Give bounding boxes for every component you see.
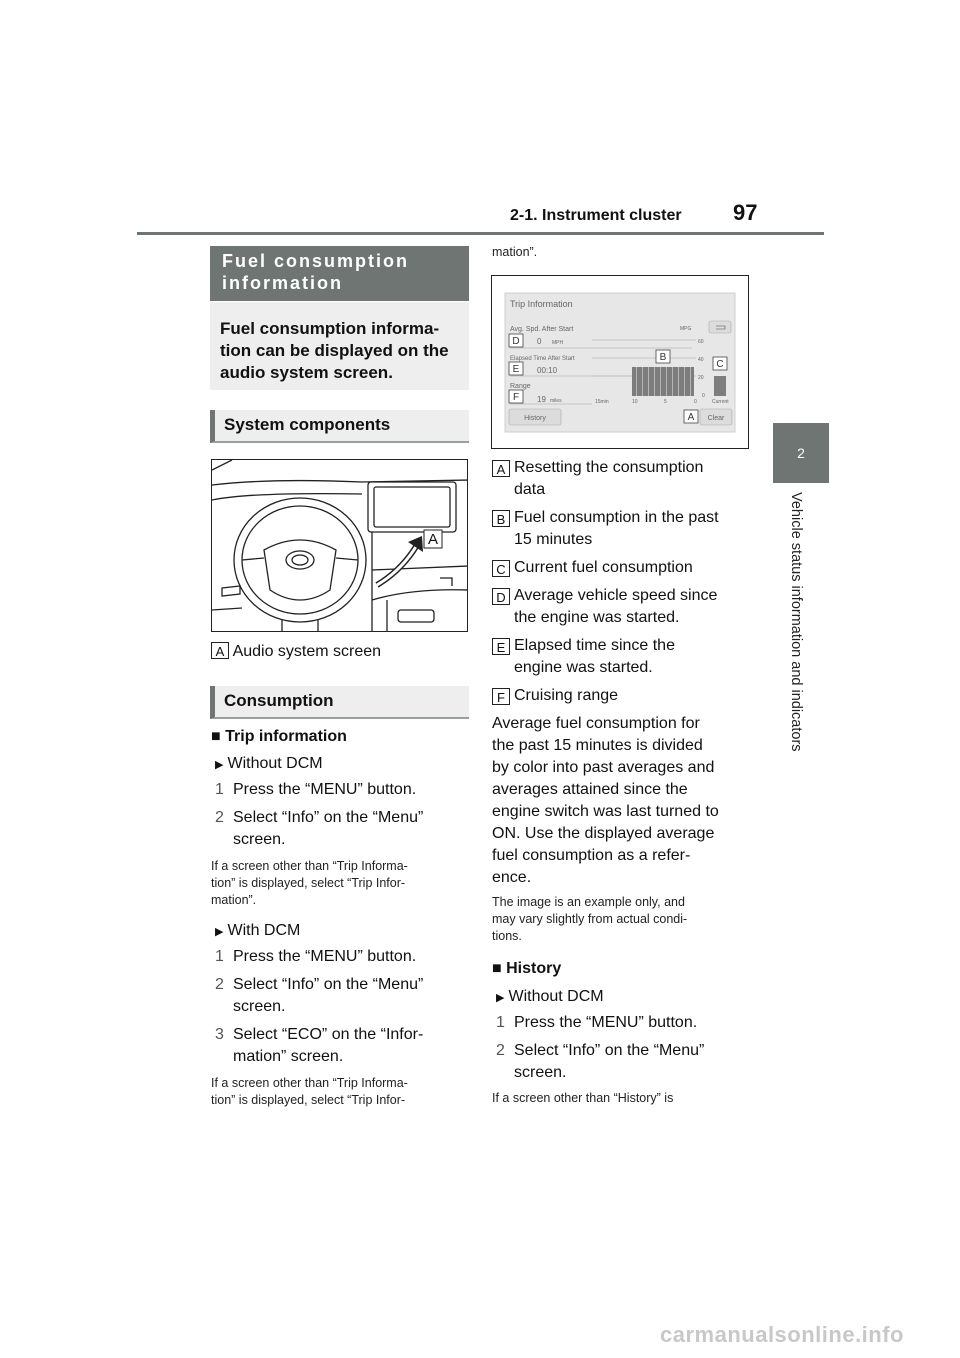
paragraph-line: averages attained since the	[492, 781, 688, 798]
legend-key: E	[492, 638, 510, 655]
legend-text: Fuel consumption in the past	[514, 509, 719, 526]
screen-callout-b: B	[659, 352, 667, 363]
page-number: 97	[733, 200, 758, 225]
screen-callout-f: F	[512, 392, 520, 403]
range-unit: miles	[550, 398, 562, 404]
y-tick-40: 40	[698, 357, 704, 363]
unit-label: MPG	[680, 326, 692, 332]
trip-info-heading-text: Trip information	[225, 728, 347, 745]
triangle-bullet-icon: ▶	[215, 926, 224, 938]
dcm-note	[211, 1075, 471, 1109]
figure-caption	[211, 641, 381, 663]
legend-text: Average vehicle speed since	[514, 587, 718, 604]
summary-line3: audio system screen.	[220, 363, 393, 382]
figure-callout-a: A	[427, 531, 439, 548]
clear-button-label: Clear	[707, 415, 725, 422]
step-text-cont: screen.	[233, 831, 286, 848]
step-text-cont: screen.	[514, 1064, 567, 1081]
note-line: tion” is displayed, select “Trip Infor-	[211, 1093, 406, 1107]
legend-text-cont: data	[514, 481, 546, 498]
dashboard-illustration	[211, 459, 468, 632]
y-tick-0: 0	[702, 393, 705, 399]
x-tick-5: 5	[664, 399, 667, 405]
step-number: 2	[215, 809, 224, 826]
back-button[interactable]	[709, 321, 731, 333]
square-bullet-icon: ■	[492, 960, 502, 977]
note-line: The image is an example only, and	[492, 895, 685, 909]
step-number: 2	[215, 976, 224, 993]
screen-callout-a: A	[687, 412, 695, 423]
trip-info-heading	[211, 726, 347, 748]
screen-callout-c: C	[716, 359, 724, 370]
history-heading-text: History	[506, 960, 562, 977]
legend-key: D	[492, 588, 510, 605]
triangle-bullet-icon: ▶	[215, 759, 224, 771]
range-value: 19	[537, 395, 546, 404]
paragraph-line: Average fuel consumption for	[492, 715, 700, 732]
paragraph-line: ence.	[492, 869, 532, 886]
note-continuation: mation”.	[492, 245, 538, 259]
step-text: Select “Info” on the “Menu”	[514, 1042, 705, 1059]
triangle-bullet-icon: ▶	[496, 992, 505, 1004]
step-number: 1	[215, 781, 224, 798]
with-dcm-label	[215, 920, 300, 943]
paragraph-line: by color into past averages and	[492, 759, 715, 776]
legend-key: B	[492, 510, 510, 527]
step-text: Press the “MENU” button.	[233, 948, 417, 965]
trip-step-1	[215, 779, 416, 801]
legend-text: Resetting the consumption	[514, 459, 704, 476]
note-line: If a screen other than “Trip Informa-	[211, 859, 408, 873]
step-text: Press the “MENU” button.	[514, 1014, 698, 1031]
step-text: Select “Info” on the “Menu”	[233, 809, 424, 826]
step-text-cont: screen.	[233, 998, 286, 1015]
avg-value: 0	[537, 337, 542, 346]
chapter-tab: 2	[773, 423, 829, 483]
avg-label: Avg. Spd. After Start	[510, 326, 574, 333]
dcm-step-3	[215, 1024, 423, 1068]
screen-title: Trip Information	[510, 299, 573, 309]
explanation-paragraph	[492, 713, 752, 889]
note-line: tions.	[492, 929, 522, 943]
dashboard-drawing	[212, 460, 468, 632]
x-tick-0: 0	[694, 399, 697, 405]
elapsed-value: 00:10	[537, 366, 558, 375]
elapsed-label: Elapsed Time After Start	[510, 356, 575, 362]
without-dcm-text: Without DCM	[227, 755, 323, 772]
chapter-title: Vehicle status information and indicators	[788, 492, 804, 752]
x-tick-15min: 15min	[595, 399, 609, 405]
dcm-step-1	[215, 946, 416, 968]
range-label: Range	[510, 383, 531, 390]
trip-note-1	[211, 858, 471, 909]
avg-unit: MPH	[552, 340, 564, 346]
x-tick-current: Current	[712, 399, 729, 405]
history-note: If a screen other than “History” is	[492, 1091, 674, 1105]
summary-line2: tion can be displayed on the	[220, 341, 449, 360]
summary-line1: Fuel consumption informa-	[220, 319, 440, 338]
section-title: 2-1. Instrument cluster	[510, 207, 682, 224]
y-tick-20: 20	[698, 375, 704, 381]
legend-text: Cruising range	[514, 687, 619, 704]
legend-text: Elapsed time since the	[514, 637, 675, 654]
screen-callout-d: D	[512, 336, 520, 347]
trip-step-2	[215, 807, 423, 851]
trip-info-screen	[492, 276, 749, 449]
legend-text-cont: 15 minutes	[514, 531, 593, 548]
legend-key: F	[492, 688, 510, 705]
step-number: 1	[215, 948, 224, 965]
dcm-step-2	[215, 974, 423, 1018]
header-rule	[137, 232, 824, 235]
system-components-heading: System components	[210, 410, 469, 443]
step-number: 1	[496, 1014, 505, 1031]
note-line: If a screen other than “Trip Informa-	[211, 1076, 408, 1090]
paragraph-line: the past 15 minutes is divided	[492, 737, 703, 754]
y-tick-60: 60	[698, 339, 704, 345]
step-text-cont: mation” screen.	[233, 1048, 344, 1065]
trip-info-screen-figure	[491, 275, 749, 449]
history-step-2	[496, 1040, 704, 1084]
history-step-1	[496, 1012, 697, 1034]
step-text: Select “ECO” on the “Infor-	[233, 1026, 424, 1043]
history-heading	[492, 958, 561, 980]
screen-callout-e: E	[512, 364, 520, 375]
note-line: may vary slightly from actual condi-	[492, 912, 688, 926]
legend-text: Current fuel consumption	[514, 559, 693, 576]
legend-text-cont: the engine was started.	[514, 609, 680, 626]
step-number: 3	[215, 1026, 224, 1043]
history-without-dcm-label	[496, 986, 604, 1009]
with-dcm-text: With DCM	[227, 922, 301, 939]
consumption-heading: Consumption	[210, 686, 469, 719]
legend-key: C	[492, 560, 510, 577]
topic-summary	[210, 302, 469, 390]
without-dcm-text: Without DCM	[508, 988, 604, 1005]
step-text: Press the “MENU” button.	[233, 781, 417, 798]
step-text: Select “Info” on the “Menu”	[233, 976, 424, 993]
square-bullet-icon: ■	[211, 728, 221, 745]
note-line: tion” is displayed, select “Trip Infor-	[211, 876, 406, 890]
topic-title-line2: information	[222, 273, 343, 293]
without-dcm-label	[215, 753, 323, 776]
caption-text: Audio system screen	[232, 643, 382, 660]
legend-key: A	[492, 460, 510, 477]
caption-callout-a: A	[211, 642, 229, 659]
paragraph-line: fuel consumption as a refer-	[492, 847, 691, 864]
legend-text-cont: engine was started.	[514, 659, 653, 676]
paragraph-line: engine switch was last turned to	[492, 803, 719, 820]
x-tick-10: 10	[632, 399, 638, 405]
image-note	[492, 894, 752, 945]
chapter-side-label	[788, 492, 810, 812]
step-number: 2	[496, 1042, 505, 1059]
topic-title-line1: Fuel consumption	[222, 251, 409, 271]
watermark: carmanualsonline.info	[660, 1322, 904, 1347]
paragraph-line: ON. Use the displayed average	[492, 825, 715, 842]
note-line: mation”.	[211, 893, 257, 907]
history-button-label: History	[524, 415, 546, 422]
topic-title	[210, 246, 469, 301]
